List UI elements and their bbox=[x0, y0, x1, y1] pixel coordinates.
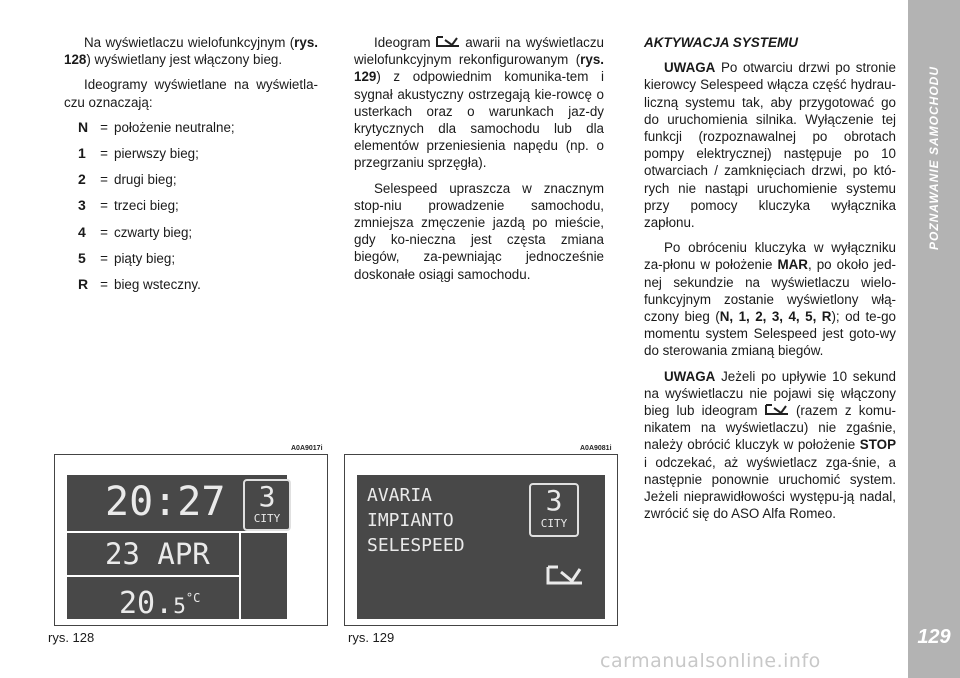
figure-128 bbox=[54, 454, 328, 626]
gear-label: pierwszy bieg; bbox=[114, 146, 199, 162]
gear-list-item bbox=[78, 224, 318, 241]
gear-key: 5 bbox=[78, 249, 86, 266]
gear-label: trzeci bieg; bbox=[114, 198, 179, 214]
selespeed-paragraph: Selespeed upraszcza w znacznym stop-niu prowadzenie samochodu, zmniejsza zmęczenie jazdą po mieście, gdy ko-nieczna jest częsta zmiana biegów, za-pewniając jednocześnie doskonałe osiągi samochodu. bbox=[354, 180, 604, 282]
display-side-panel bbox=[241, 533, 287, 619]
figure-129-caption: rys. 129 bbox=[348, 630, 395, 645]
equals-sign: = bbox=[100, 119, 108, 135]
equals-sign: = bbox=[100, 250, 108, 266]
figure-128-code: A0A9017i bbox=[291, 445, 323, 452]
gear-label: czwarty bieg; bbox=[114, 224, 193, 240]
display-message-line: SELESPEED bbox=[367, 535, 465, 556]
gear-key: N bbox=[78, 118, 89, 135]
gear-indicator: 3 bbox=[258, 480, 276, 513]
page-number: 129 bbox=[917, 626, 951, 648]
watermark: carmanualsonline.info bbox=[600, 650, 821, 672]
gear-key: 3 bbox=[78, 197, 86, 214]
equals-sign: = bbox=[100, 146, 108, 162]
activation-paragraph: Po obróceniu kluczyka w wyłączniku za-płonu w położenie MAR, po około jed-nej sekundzie na wyświetlaczu wielo-funkcyjnym zostanie wyświetlony włą-czony bieg (N, 1, 2, 3, 4, 5, R); od te-go momentu system Selespeed jest goto-wy do sterowania zmianą biegów. bbox=[644, 240, 896, 359]
section-heading: AKTYWACJA SYSTEMU bbox=[644, 35, 799, 50]
column-3 bbox=[644, 34, 896, 530]
equals-sign: = bbox=[100, 198, 108, 214]
display-date-panel bbox=[67, 533, 239, 575]
mode-indicator: CITY bbox=[540, 517, 568, 530]
gear-key: 1 bbox=[78, 145, 86, 162]
gear-key: R bbox=[78, 276, 89, 293]
equals-sign: = bbox=[100, 172, 108, 188]
gearbox-fault-icon bbox=[545, 563, 585, 587]
display-message bbox=[367, 483, 465, 558]
gear-indicator: 3 bbox=[545, 484, 563, 517]
gear-label: drugi bieg; bbox=[114, 172, 177, 188]
gear-label: piąty bieg; bbox=[114, 250, 176, 266]
display-message-line: IMPIANTO bbox=[367, 510, 454, 531]
display-temperature: $20.5^{^\circ C}$ bbox=[119, 586, 201, 621]
gearbox-fault-icon bbox=[436, 35, 460, 48]
gear-key: 2 bbox=[78, 171, 86, 188]
section-title: POZNAWANIE SAMOCHODU bbox=[927, 66, 941, 251]
fault-paragraph: Ideogram awarii na wyświetlaczu wielofunkcyjnym rekonfigurowanym (rys. 129) z odpowiednim komunika-tem i sygnał akustyczny ostrzegają kie-rowcę o usterkach oraz o warunkach jaz-dy krytycznych dla samochodu lub dla elementów przeniesienia napędu (np. o przegrzaniu sprzęgła). bbox=[354, 35, 604, 171]
intro-paragraph: Na wyświetlaczu wielofunkcyjnym (rys. 128) wyświetlany jest włączony bieg. bbox=[64, 35, 318, 68]
figure-128-caption: rys. 128 bbox=[48, 630, 95, 645]
display-temp-panel bbox=[67, 577, 239, 619]
gear-list-item bbox=[78, 171, 318, 188]
column-2 bbox=[354, 34, 604, 291]
gear-list-item bbox=[78, 145, 318, 162]
gear-label: bieg wsteczny. bbox=[114, 277, 201, 293]
gear-key: 4 bbox=[78, 223, 86, 240]
figure-129 bbox=[344, 454, 618, 626]
equals-sign: = bbox=[100, 277, 108, 293]
gear-indicator-box bbox=[529, 483, 579, 537]
equals-sign: = bbox=[100, 224, 108, 240]
gear-list bbox=[64, 119, 318, 293]
figure-129-code: A0A9081i bbox=[580, 445, 612, 452]
mode-indicator: CITY bbox=[253, 512, 281, 525]
gear-list-item bbox=[78, 197, 318, 214]
display-time: 20:27 bbox=[105, 479, 226, 525]
gear-list-item bbox=[78, 250, 318, 267]
gear-list-item bbox=[78, 119, 318, 136]
note-paragraph-1: UWAGA Po otwarciu drzwi po stronie kierowcy Selespeed włącza część hydrau-liczną systemu tak, aby przygotować go do uruchomienia silnika. Wyłączenie tej funkcji (rozpoznawalnej po obrotach pompy elektrycznej) następuje po 10 otwarciach / zamknięciach drzwi, po któ-rych nie nastąpi uruchomienie systemu przy pomocy kluczyka wyłącznika zapłonu. bbox=[644, 60, 896, 231]
gear-list-item bbox=[78, 276, 318, 293]
gear-indicator-box bbox=[243, 479, 291, 531]
display-date: 23 APR bbox=[105, 537, 210, 571]
display-message-line: AVARIA bbox=[367, 485, 433, 506]
gear-label: położenie neutralne; bbox=[114, 119, 235, 135]
note-paragraph-2: UWAGA Jeżeli po upływie 10 sekund na wyświetlaczu nie pojawi się włączony bieg lub ideogram (razem z komu-nikatem na wyświetlaczu) nie zgaśnie, należy obrócić kluczyk w położenie STOP i odczekać, aż wyświetlacz zga-śnie, a następnie ponownie uruchomić system. Jeżeli nieprawidłowości występu-ją nadal, zwrócić się do ASO Alfa Romeo. bbox=[644, 368, 896, 522]
gearbox-fault-icon bbox=[765, 403, 789, 416]
ideogram-paragraph: Ideogramy wyświetlane na wyświetla-czu oznaczają: bbox=[64, 77, 318, 110]
column-1 bbox=[64, 34, 318, 302]
